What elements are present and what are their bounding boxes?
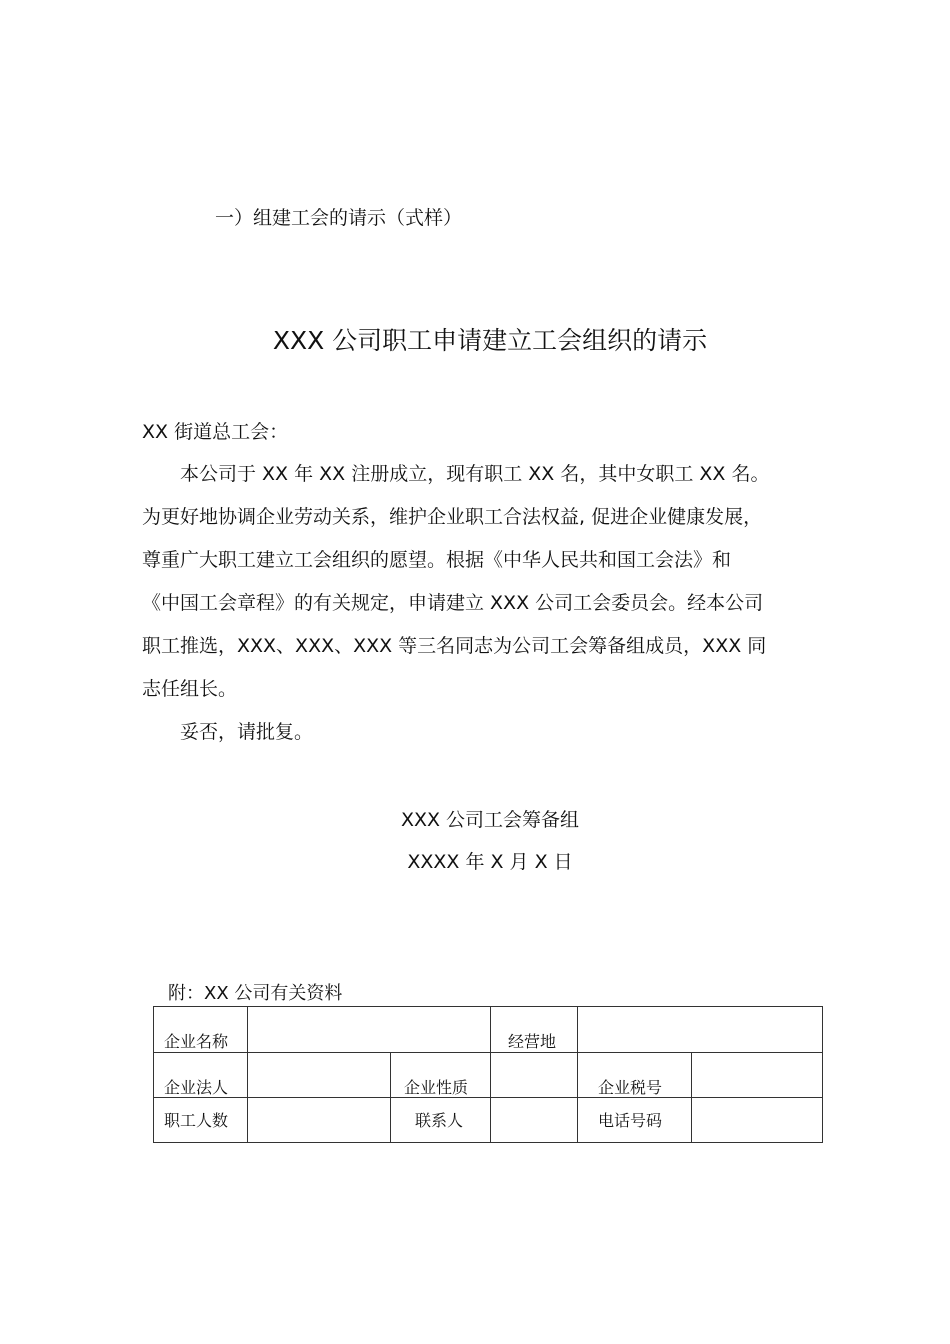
legal-person-label: 企业法人 <box>164 1078 229 1097</box>
body-line-3: 尊重广大职工建立工会组织的愿望。根据《中华人民共和国工会法》和 <box>142 549 732 571</box>
table-column-divider <box>577 1006 578 1143</box>
body-line-5: 职工推选，XXX、XXX、XXX 等三名同志为公司工会筹备组成员，XXX 同 <box>142 635 767 657</box>
signature-date: XXXX 年 X 月 X 日 <box>407 851 573 873</box>
document-title: XXX 公司职工申请建立工会组织的请示 <box>272 326 708 355</box>
table-border-top <box>153 1006 823 1007</box>
table-column-divider <box>490 1006 491 1143</box>
table-column-divider <box>247 1006 248 1143</box>
table-row-divider <box>153 1097 823 1098</box>
signature-org: XXX 公司工会筹备组 <box>400 809 580 831</box>
body-line-6: 志任组长。 <box>142 678 238 700</box>
company-name-label: 企业名称 <box>164 1032 229 1051</box>
body-line-2: 为更好地协调企业劳动关系，维护企业职工合法权益, 促进企业健康发展， <box>142 506 763 528</box>
company-nature-label: 企业性质 <box>404 1078 469 1097</box>
company-info-table <box>153 1006 823 1143</box>
contact-label: 联系人 <box>415 1111 464 1130</box>
tax-id-label: 企业税号 <box>598 1078 663 1097</box>
body-line-1: 本公司于 XX 年 XX 注册成立，现有职工 XX 名，其中女职工 XX 名。 <box>142 463 770 485</box>
section-heading: 一）组建工会的请示（式样） <box>215 207 463 229</box>
body-line-4: 《中国工会章程》的有关规定，申请建立 XXX 公司工会委员会。经本公司 <box>142 592 764 614</box>
table-column-divider <box>691 1052 692 1143</box>
table-border-left <box>153 1006 154 1143</box>
business-place-label: 经营地 <box>508 1032 557 1051</box>
table-row-divider <box>153 1052 823 1053</box>
table-column-divider <box>390 1052 391 1143</box>
table-border-right <box>822 1006 823 1143</box>
phone-label: 电话号码 <box>598 1111 663 1130</box>
salutation: XX 街道总工会： <box>142 421 289 443</box>
body-line-7: 妥否，请批复。 <box>142 721 314 743</box>
attachment-title: 附：XX 公司有关资料 <box>168 983 343 1004</box>
employee-count-label: 职工人数 <box>164 1111 229 1130</box>
table-border-bottom <box>153 1142 823 1143</box>
